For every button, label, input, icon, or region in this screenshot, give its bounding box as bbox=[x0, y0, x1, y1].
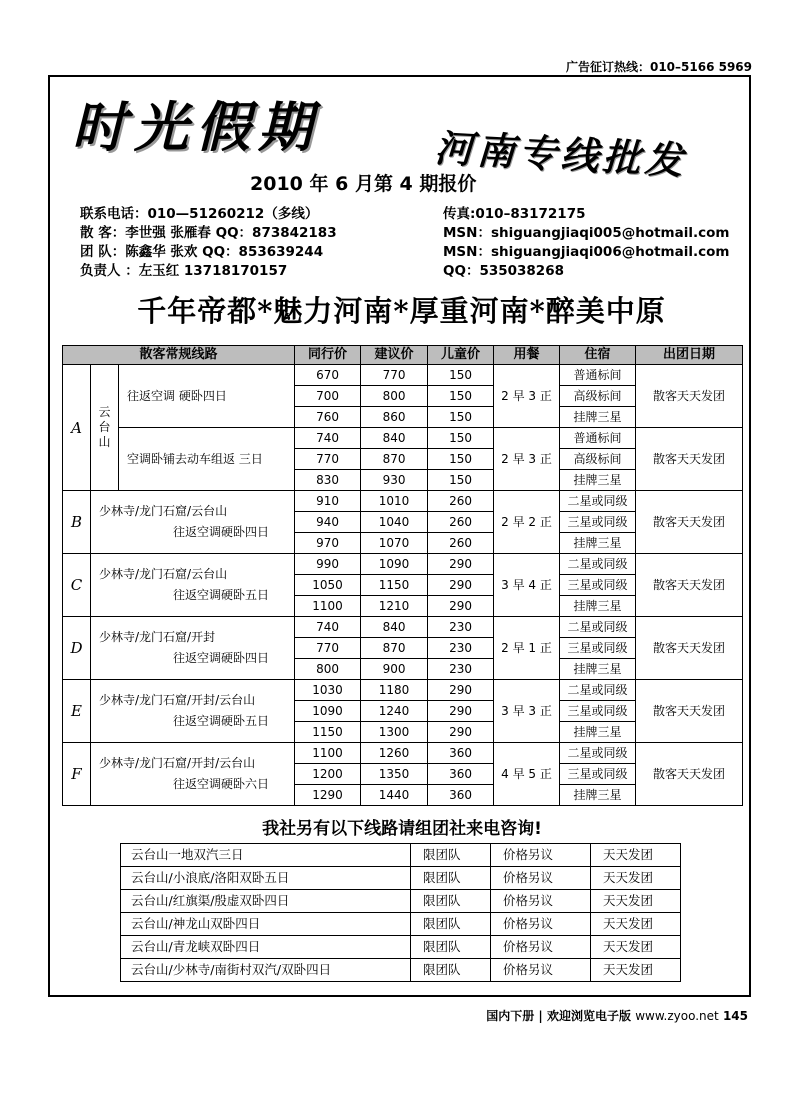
route-letter: B bbox=[63, 491, 91, 554]
contact-line: MSN：shiguangjiaqi005@hotmail.com bbox=[443, 225, 730, 241]
group-price: 价格另议 bbox=[491, 844, 591, 867]
route-line-2: 往返空调硬卧四日 bbox=[173, 651, 270, 665]
suggested-price: 1090 bbox=[361, 554, 428, 575]
route-name bbox=[91, 554, 295, 617]
route-letter: E bbox=[63, 680, 91, 743]
group-route: 云台山/神龙山双卧四日 bbox=[121, 913, 411, 936]
header-cell: 住宿 bbox=[560, 346, 636, 365]
peer-price: 830 bbox=[295, 470, 361, 491]
ad-hotline: 广告征订热线：010–5166 5969 bbox=[565, 60, 752, 74]
lodging: 二星或同级 bbox=[560, 743, 636, 764]
peer-price: 740 bbox=[295, 428, 361, 449]
meal: 2 早 1 正 bbox=[494, 617, 560, 680]
group-price: 价格另议 bbox=[491, 936, 591, 959]
group-schedule: 天天发团 bbox=[591, 936, 681, 959]
suggested-price: 840 bbox=[361, 428, 428, 449]
child-price: 150 bbox=[428, 470, 494, 491]
peer-price: 770 bbox=[295, 449, 361, 470]
contact-block-right bbox=[443, 205, 729, 281]
group-route: 云台山一地双汽三日 bbox=[121, 844, 411, 867]
group-routes-table bbox=[120, 843, 681, 982]
group-route: 云台山/小浪底/洛阳双卧五日 bbox=[121, 867, 411, 890]
route-name bbox=[91, 617, 295, 680]
child-price: 290 bbox=[428, 722, 494, 743]
child-price: 150 bbox=[428, 386, 494, 407]
contact-line: 联系电话：010—51260212（多线） bbox=[80, 206, 319, 222]
suggested-price: 1010 bbox=[361, 491, 428, 512]
peer-price: 910 bbox=[295, 491, 361, 512]
lodging: 挂牌三星 bbox=[560, 596, 636, 617]
group-route: 云台山/青龙峡双卧四日 bbox=[121, 936, 411, 959]
child-price: 230 bbox=[428, 617, 494, 638]
route-letter: A bbox=[63, 365, 91, 491]
route-letter: C bbox=[63, 554, 91, 617]
suggested-price: 840 bbox=[361, 617, 428, 638]
destination-label: 云 台 山 bbox=[98, 405, 111, 449]
lodging: 三星或同级 bbox=[560, 512, 636, 533]
child-price: 260 bbox=[428, 512, 494, 533]
group-type: 限团队 bbox=[411, 844, 491, 867]
lodging: 挂牌三星 bbox=[560, 722, 636, 743]
table-row bbox=[63, 680, 743, 701]
peer-price: 1200 bbox=[295, 764, 361, 785]
contact-block-left bbox=[80, 205, 337, 281]
child-price: 230 bbox=[428, 638, 494, 659]
meal: 3 早 4 正 bbox=[494, 554, 560, 617]
child-price: 360 bbox=[428, 743, 494, 764]
departure: 散客天天发团 bbox=[636, 365, 743, 428]
child-price: 290 bbox=[428, 701, 494, 722]
group-schedule: 天天发团 bbox=[591, 867, 681, 890]
route-line-2: 往返空调硬卧六日 bbox=[173, 777, 270, 791]
route-line-1: 少林寺/龙门石窟/云台山 bbox=[99, 567, 228, 581]
route-name: 往返空调 硬卧四日 bbox=[119, 365, 295, 428]
group-route: 云台山/少林寺/南街村双汽/双卧四日 bbox=[121, 959, 411, 982]
peer-price: 1030 bbox=[295, 680, 361, 701]
peer-price: 800 bbox=[295, 659, 361, 680]
meal: 2 早 3 正 bbox=[494, 365, 560, 428]
child-price: 290 bbox=[428, 554, 494, 575]
lodging: 挂牌三星 bbox=[560, 659, 636, 680]
child-price: 150 bbox=[428, 449, 494, 470]
table-row bbox=[121, 867, 681, 890]
header-cell: 儿童价 bbox=[428, 346, 494, 365]
lodging: 二星或同级 bbox=[560, 617, 636, 638]
destination-vertical bbox=[91, 365, 119, 491]
route-line-1: 少林寺/龙门石窟/开封/云台山 bbox=[99, 756, 256, 770]
group-type: 限团队 bbox=[411, 867, 491, 890]
contact-line: MSN：shiguangjiaqi006@hotmail.com bbox=[443, 244, 730, 260]
route-line-1: 少林寺/龙门石窟/开封 bbox=[99, 630, 216, 644]
child-price: 290 bbox=[428, 680, 494, 701]
departure: 散客天天发团 bbox=[636, 428, 743, 491]
suggested-price: 1300 bbox=[361, 722, 428, 743]
route-name bbox=[91, 680, 295, 743]
table-row bbox=[121, 913, 681, 936]
group-type: 限团队 bbox=[411, 890, 491, 913]
lodging: 二星或同级 bbox=[560, 680, 636, 701]
child-price: 360 bbox=[428, 764, 494, 785]
suggested-price: 1180 bbox=[361, 680, 428, 701]
route-line-2: 往返空调硬卧五日 bbox=[173, 714, 270, 728]
footer-url[interactable]: www.zyoo.net bbox=[635, 1009, 719, 1023]
header-cell: 同行价 bbox=[295, 346, 361, 365]
group-schedule: 天天发团 bbox=[591, 844, 681, 867]
group-price: 价格另议 bbox=[491, 959, 591, 982]
issue-date: 2010 年 6 月第 4 期报价 bbox=[250, 173, 477, 195]
peer-price: 970 bbox=[295, 533, 361, 554]
agency-subtitle: 河南专线批发 bbox=[433, 125, 688, 184]
route-name bbox=[91, 743, 295, 806]
child-price: 360 bbox=[428, 785, 494, 806]
lodging: 挂牌三星 bbox=[560, 470, 636, 491]
group-type: 限团队 bbox=[411, 959, 491, 982]
peer-price: 1090 bbox=[295, 701, 361, 722]
lodging: 高级标间 bbox=[560, 449, 636, 470]
header-cell: 出团日期 bbox=[636, 346, 743, 365]
peer-price: 1290 bbox=[295, 785, 361, 806]
child-price: 150 bbox=[428, 428, 494, 449]
group-price: 价格另议 bbox=[491, 913, 591, 936]
child-price: 150 bbox=[428, 365, 494, 386]
meal: 4 早 5 正 bbox=[494, 743, 560, 806]
peer-price: 740 bbox=[295, 617, 361, 638]
route-line-1: 少林寺/龙门石窟/云台山 bbox=[99, 504, 228, 518]
group-schedule: 天天发团 bbox=[591, 959, 681, 982]
meal: 3 早 3 正 bbox=[494, 680, 560, 743]
table-row bbox=[63, 428, 743, 449]
suggested-price: 1040 bbox=[361, 512, 428, 533]
suggested-price: 1070 bbox=[361, 533, 428, 554]
table-row bbox=[121, 844, 681, 867]
price-table bbox=[62, 345, 743, 806]
peer-price: 770 bbox=[295, 638, 361, 659]
suggested-price: 800 bbox=[361, 386, 428, 407]
header-cell: 建议价 bbox=[361, 346, 428, 365]
lodging: 高级标间 bbox=[560, 386, 636, 407]
suggested-price: 900 bbox=[361, 659, 428, 680]
peer-price: 760 bbox=[295, 407, 361, 428]
table-row bbox=[63, 365, 743, 386]
footer-separator: | bbox=[538, 1009, 543, 1023]
peer-price: 940 bbox=[295, 512, 361, 533]
lodging: 三星或同级 bbox=[560, 764, 636, 785]
agency-title: 时光假期 bbox=[72, 95, 320, 159]
header-cell: 散客常规线路 bbox=[63, 346, 295, 365]
suggested-price: 930 bbox=[361, 470, 428, 491]
child-price: 260 bbox=[428, 533, 494, 554]
suggested-price: 860 bbox=[361, 407, 428, 428]
departure: 散客天天发团 bbox=[636, 491, 743, 554]
child-price: 290 bbox=[428, 575, 494, 596]
suggested-price: 870 bbox=[361, 449, 428, 470]
suggested-price: 1260 bbox=[361, 743, 428, 764]
contact-line: 散 客：李世强 张雁春 QQ：873842183 bbox=[80, 225, 337, 241]
suggested-price: 1210 bbox=[361, 596, 428, 617]
peer-price: 1050 bbox=[295, 575, 361, 596]
lodging: 挂牌三星 bbox=[560, 785, 636, 806]
peer-price: 1100 bbox=[295, 596, 361, 617]
suggested-price: 770 bbox=[361, 365, 428, 386]
child-price: 230 bbox=[428, 659, 494, 680]
route-line-2: 往返空调硬卧四日 bbox=[173, 525, 270, 539]
route-name bbox=[91, 491, 295, 554]
peer-price: 700 bbox=[295, 386, 361, 407]
table-row bbox=[121, 959, 681, 982]
departure: 散客天天发团 bbox=[636, 743, 743, 806]
group-schedule: 天天发团 bbox=[591, 913, 681, 936]
suggested-price: 1240 bbox=[361, 701, 428, 722]
meal: 2 早 2 正 bbox=[494, 491, 560, 554]
route-name: 空调卧铺去动车组返 三日 bbox=[119, 428, 295, 491]
lodging: 二星或同级 bbox=[560, 554, 636, 575]
lodging: 二星或同级 bbox=[560, 491, 636, 512]
table-row bbox=[121, 936, 681, 959]
table-row bbox=[63, 554, 743, 575]
lodging: 三星或同级 bbox=[560, 575, 636, 596]
peer-price: 1100 bbox=[295, 743, 361, 764]
departure: 散客天天发团 bbox=[636, 554, 743, 617]
page-number: 145 bbox=[722, 1009, 748, 1023]
footer-section: 国内下册 bbox=[486, 1009, 535, 1023]
child-price: 290 bbox=[428, 596, 494, 617]
route-letter: D bbox=[63, 617, 91, 680]
lodging: 三星或同级 bbox=[560, 701, 636, 722]
lodging: 普通标间 bbox=[560, 428, 636, 449]
price-sheet-frame bbox=[48, 75, 751, 997]
suggested-price: 1350 bbox=[361, 764, 428, 785]
lodging: 挂牌三星 bbox=[560, 533, 636, 554]
departure: 散客天天发团 bbox=[636, 680, 743, 743]
table-header-row bbox=[63, 346, 743, 365]
suggested-price: 1150 bbox=[361, 575, 428, 596]
contact-line: 传真:010–83172175 bbox=[443, 206, 586, 222]
contact-line: QQ：535038268 bbox=[443, 263, 564, 279]
departure: 散客天天发团 bbox=[636, 617, 743, 680]
header-cell: 用餐 bbox=[494, 346, 560, 365]
meal: 2 早 3 正 bbox=[494, 428, 560, 491]
group-price: 价格另议 bbox=[491, 867, 591, 890]
lodging: 普通标间 bbox=[560, 365, 636, 386]
peer-price: 670 bbox=[295, 365, 361, 386]
table-row bbox=[63, 491, 743, 512]
route-line-1: 少林寺/龙门石窟/开封/云台山 bbox=[99, 693, 256, 707]
table-row bbox=[121, 890, 681, 913]
route-line-2: 往返空调硬卧五日 bbox=[173, 588, 270, 602]
table-row bbox=[63, 743, 743, 764]
contact-line: 团 队：陈鑫华 张欢 QQ：853639244 bbox=[80, 244, 324, 260]
contact-line: 负责人 ：左玉红 13718170157 bbox=[80, 263, 288, 279]
table-row bbox=[63, 617, 743, 638]
enquiry-heading: 我社另有以下线路请组团社来电咨询! bbox=[262, 819, 542, 839]
group-type: 限团队 bbox=[411, 913, 491, 936]
lodging: 挂牌三星 bbox=[560, 407, 636, 428]
group-schedule: 天天发团 bbox=[591, 890, 681, 913]
child-price: 150 bbox=[428, 407, 494, 428]
route-letter: F bbox=[63, 743, 91, 806]
page-footer bbox=[486, 1007, 748, 1024]
lodging: 三星或同级 bbox=[560, 638, 636, 659]
peer-price: 990 bbox=[295, 554, 361, 575]
group-type: 限团队 bbox=[411, 936, 491, 959]
group-route: 云台山/红旗渠/殷虚双卧四日 bbox=[121, 890, 411, 913]
peer-price: 1150 bbox=[295, 722, 361, 743]
footer-welcome: 欢迎浏览电子版 bbox=[547, 1009, 632, 1023]
suggested-price: 1440 bbox=[361, 785, 428, 806]
group-price: 价格另议 bbox=[491, 890, 591, 913]
slogan: 千年帝都*魅力河南*厚重河南*醉美中原 bbox=[137, 294, 666, 328]
suggested-price: 870 bbox=[361, 638, 428, 659]
child-price: 260 bbox=[428, 491, 494, 512]
